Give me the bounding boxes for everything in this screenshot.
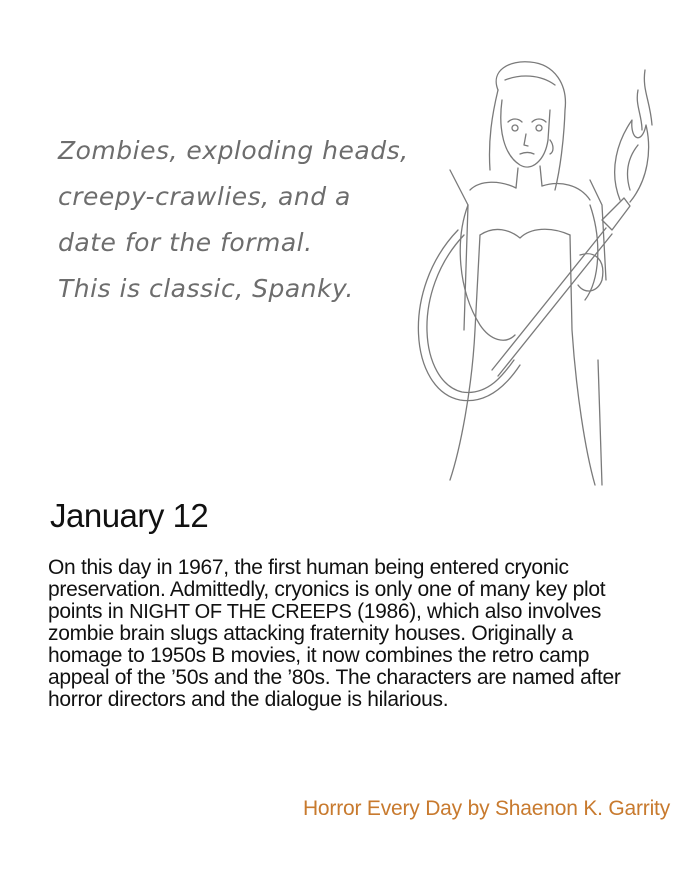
entry-body — [48, 557, 648, 711]
film-title: NIGHT OF THE CREEPS — [129, 601, 352, 623]
date-title: January 12 — [50, 497, 209, 534]
caption-line: creepy-crawlies, and a — [58, 182, 351, 211]
caption-line: date for the formal. — [58, 228, 313, 257]
credit-line: Horror Every Day by Shaenon K. Garrity — [302, 797, 670, 820]
caption-line: This is classic, Spanky. — [58, 274, 354, 303]
body-text-part1: On this day in 1967, the first human being entered cryonic preservation. Admittedly, cryonics is only one of many key plot points in — [48, 556, 606, 623]
caption-line: Zombies, exploding heads, — [58, 136, 409, 165]
pencil-sketch-woman-with-torch — [380, 30, 680, 500]
handwritten-caption — [58, 128, 409, 312]
body-text-part2: (1986), which also involves zombie brain slugs attacking fraternity houses. Originally a homage to 1950s B movies, it now combines the retro camp appeal of the ’50s and the ’80s. The characters are named after horror directors and the dialogue is hilarious. — [48, 600, 621, 711]
